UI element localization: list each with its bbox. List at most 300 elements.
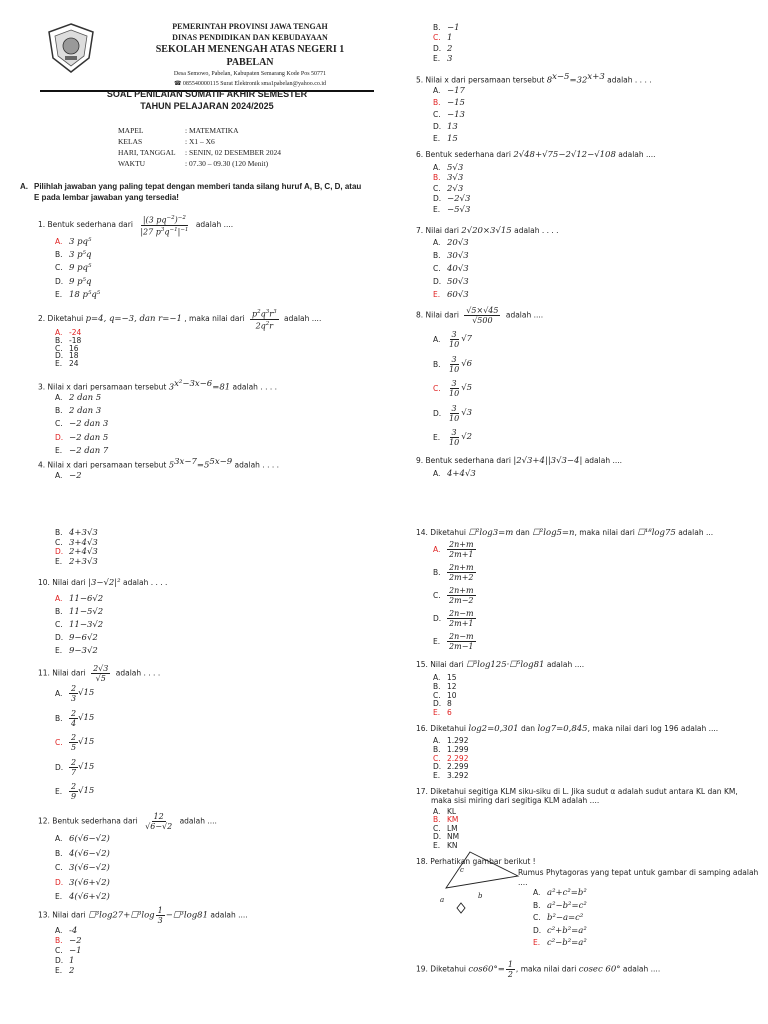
option-fraction <box>447 404 461 423</box>
q1-option-c[interactable] <box>55 263 91 273</box>
q5-option-c[interactable] <box>433 110 465 120</box>
info-kelas-label: KELAS <box>118 137 143 146</box>
option-letter: E. <box>55 289 63 299</box>
q10-option-d[interactable] <box>55 633 98 643</box>
fraction-numerator: 3 <box>451 379 457 388</box>
fraction-numerator: 2 <box>71 782 77 791</box>
q6-text: 6. Bentuk sederhana dari <box>416 150 511 159</box>
question-15 <box>416 660 584 670</box>
option-text: 3 p⁵q <box>69 250 92 261</box>
option-text: KL <box>447 807 457 816</box>
question-6 <box>416 150 656 160</box>
option-letter: E. <box>55 556 63 566</box>
option-text: −2 dan 3 <box>69 419 109 430</box>
q1-fraction: $\frac{|(3 pq^{-2})^{-2}}{|27 p^3q^{-1}|^{-1}}$ <box>140 215 189 237</box>
question-1 <box>38 214 233 236</box>
q18-option-d[interactable] <box>533 926 587 936</box>
option-text: -24 <box>69 328 82 337</box>
option-text: 1 <box>69 956 75 966</box>
q15-option-b[interactable] <box>433 682 457 691</box>
q4-option-a[interactable] <box>55 471 82 481</box>
question-17-line2: maka sisi miring dari segitiga KLM adalah .... <box>431 796 600 805</box>
option-letter: A. <box>433 238 441 247</box>
q8-option-b[interactable] <box>433 355 472 374</box>
q9-option-a[interactable] <box>433 469 476 479</box>
option-text: 12 <box>447 681 457 691</box>
q3-exp: x²−3x−6 <box>174 379 213 389</box>
option-letter: B. <box>433 98 441 107</box>
q7-option-b[interactable] <box>433 251 469 261</box>
fraction-numerator: 3 <box>451 403 457 413</box>
q14-option-a[interactable] <box>433 540 476 559</box>
q12-option-e[interactable] <box>55 892 110 902</box>
option-letter: B. <box>533 900 541 910</box>
q18-option-e[interactable] <box>533 938 587 948</box>
q2-given: p=4, q=−3, dan r=−1 <box>85 314 182 325</box>
option-letter: D. <box>433 122 442 131</box>
option-text: 9−6√2 <box>69 633 98 644</box>
fraction-denominator: 2m−1 <box>449 642 474 651</box>
q14-mid: , maka nilai dari <box>574 528 635 537</box>
option-text: 4(√6+√2) <box>69 892 110 902</box>
option-radical: √15 <box>78 786 95 796</box>
question-17-line1: 17. Diketahui segitiga KLM siku-siku di L. Jika sudut α adalah sudut antara KL dan KM, <box>416 787 738 796</box>
option-fraction <box>447 330 461 349</box>
q13-expr2: −☐³log81 <box>165 910 208 921</box>
option-radical: √6 <box>461 358 473 369</box>
q6-option-a[interactable] <box>433 163 463 173</box>
option-letter: B. <box>55 250 63 260</box>
option-text: 3√3 <box>447 173 464 184</box>
option-letter: A. <box>433 736 441 745</box>
q14-option-e[interactable] <box>433 632 476 651</box>
option-text: 2.299 <box>447 762 469 772</box>
option-letter: E. <box>433 204 441 214</box>
option-letter: A. <box>433 673 441 682</box>
option-letter: C. <box>55 537 63 547</box>
exam-title: SOAL PENILAIAN SUMATIF AKHIR SEMESTER <box>106 89 308 99</box>
question-10 <box>38 578 167 588</box>
q9-text: 9. Bentuk sederhana dari <box>416 456 511 465</box>
option-radical: √15 <box>78 737 95 747</box>
header-contact: ☎ 085540000115 Surat Elektronik sma1pabelan@yahoo.co.id <box>173 81 327 87</box>
question-18-prompt-tail: .... <box>518 878 528 887</box>
q16-option-c[interactable] <box>433 754 468 763</box>
fraction-denominator: 2m−2 <box>449 596 474 605</box>
q8-text: 8. Nilai dari <box>416 310 459 320</box>
q12-option-d[interactable] <box>55 878 110 888</box>
q13-tail: adalah .... <box>210 910 248 920</box>
triangle-label-b: b <box>478 892 483 900</box>
option-letter: D. <box>55 762 64 772</box>
q6-option-d[interactable] <box>433 194 470 204</box>
q15-option-e[interactable] <box>433 708 452 717</box>
option-text: 6(√6−√2) <box>69 834 110 844</box>
option-letter: E. <box>533 938 541 947</box>
option-letter: C. <box>533 913 541 922</box>
option-letter: A. <box>55 237 63 246</box>
fraction-numerator: 2 <box>71 757 77 767</box>
option-letter: B. <box>433 359 441 369</box>
option-text: −2 <box>69 936 82 946</box>
option-fraction <box>447 609 476 628</box>
q6-option-e[interactable] <box>433 205 470 215</box>
option-text: 2 dan 5 <box>69 393 102 403</box>
q5-option-a[interactable] <box>433 86 465 96</box>
q4-option-a-text: −2 <box>69 471 82 481</box>
q9rest-option-b[interactable] <box>55 528 98 538</box>
option-text: 4(√6−√2) <box>69 848 110 859</box>
q4rest-option-e[interactable] <box>433 54 452 64</box>
option-text: 8 <box>447 699 452 709</box>
option-letter: A. <box>55 834 63 843</box>
option-fraction <box>69 733 78 752</box>
option-text: 2+4√3 <box>69 547 98 558</box>
fraction-denominator: 10 <box>449 364 460 374</box>
q5-rhs: =32 <box>569 75 588 86</box>
q3-option-d[interactable] <box>55 433 108 443</box>
option-text: 2 dan 3 <box>69 406 102 417</box>
q9rest-option-c[interactable] <box>55 538 98 548</box>
option-letter: D. <box>433 194 442 204</box>
q18-option-a[interactable] <box>533 888 587 898</box>
q14-option-c[interactable] <box>433 586 476 605</box>
question-4 <box>38 458 279 471</box>
q11-tail: adalah . . . . <box>115 668 161 678</box>
q13-text: 13. Nilai dari <box>38 910 86 920</box>
q8-tail: adalah .... <box>505 310 544 320</box>
q9rest-option-e[interactable] <box>55 557 98 567</box>
question-9 <box>416 456 622 466</box>
option-fraction <box>447 586 476 605</box>
q13-option-b[interactable] <box>55 936 82 946</box>
q3-option-c[interactable] <box>55 419 108 429</box>
q16-option-b[interactable] <box>433 745 468 754</box>
option-letter: D. <box>55 276 64 286</box>
option-letter: A. <box>55 594 63 603</box>
option-letter: B. <box>55 335 63 345</box>
option-text: 3(√6+√2) <box>69 877 110 888</box>
option-letter: D. <box>55 956 64 965</box>
option-letter: D. <box>433 43 442 53</box>
q11-option-d[interactable] <box>55 758 94 777</box>
option-letter: B. <box>433 251 441 261</box>
q13-fraction: $\frac{1}{3}$ <box>157 906 163 925</box>
triangle-label-a: a <box>440 896 445 904</box>
q19-text: 19. Diketahui <box>416 964 466 974</box>
option-text: 2+3√3 <box>69 556 98 567</box>
q16-text: 16. Diketahui <box>416 724 466 733</box>
option-letter: B. <box>55 406 63 416</box>
option-fraction <box>447 563 476 582</box>
q13-option-a[interactable] <box>55 926 77 936</box>
question-16 <box>416 724 718 734</box>
q10-option-a[interactable] <box>55 594 103 604</box>
fraction-denominator: 2m+1 <box>449 619 474 628</box>
q16-option-a[interactable] <box>433 736 468 745</box>
q7-tail: adalah . . . . <box>514 226 559 235</box>
option-fraction <box>69 782 78 801</box>
option-text: 18 p⁵q⁵ <box>69 289 101 300</box>
q5-exp2: x+3 <box>587 72 605 82</box>
q15-tail: adalah .... <box>546 660 585 669</box>
info-date-value: : SENIN, 02 DESEMBER 2024 <box>185 148 282 157</box>
option-letter: C. <box>55 343 63 353</box>
option-text: −2 dan 7 <box>69 445 109 456</box>
option-letter: A. <box>55 328 63 337</box>
option-letter: B. <box>433 681 441 691</box>
q1-option-b[interactable] <box>55 250 91 260</box>
q9-expr: |2√3+4||3√3−4| <box>513 456 583 466</box>
option-letter: C. <box>55 738 63 747</box>
option-letter: C. <box>55 863 63 872</box>
q15-option-d[interactable] <box>433 699 452 708</box>
q18-option-c[interactable] <box>533 913 583 923</box>
option-letter: C. <box>433 33 441 43</box>
option-radical: √7 <box>461 334 473 344</box>
option-letter: A. <box>433 163 441 172</box>
q11-option-e[interactable] <box>55 782 94 801</box>
q15-option-a[interactable] <box>433 673 457 682</box>
option-text: 9 p⁵q <box>69 276 92 287</box>
q1-option-d[interactable] <box>55 277 91 287</box>
option-text: 18 <box>69 351 79 361</box>
q4rest-option-c[interactable] <box>433 33 452 43</box>
q18-option-b[interactable] <box>533 901 587 911</box>
option-text: 9−3√2 <box>69 646 98 657</box>
option-text: b²−a=c² <box>547 913 584 923</box>
option-text: 1 <box>447 33 453 44</box>
option-letter: A. <box>433 807 441 816</box>
q11-option-b[interactable] <box>55 709 94 728</box>
option-text: LM <box>447 823 458 833</box>
q14-text: 14. Diketahui <box>416 528 466 537</box>
option-letter: B. <box>55 528 63 537</box>
option-radical: √3 <box>461 407 473 418</box>
option-letter: C. <box>433 591 441 600</box>
option-fraction <box>69 684 78 703</box>
option-letter: D. <box>55 633 64 643</box>
option-text: 60√3 <box>447 290 469 301</box>
q8-option-d[interactable] <box>433 404 472 423</box>
q11-option-c[interactable] <box>55 733 94 752</box>
q4-tail: adalah . . . . <box>234 460 279 470</box>
option-letter: E. <box>55 787 63 796</box>
option-text: 11−6√2 <box>69 594 104 604</box>
option-letter: C. <box>433 264 441 274</box>
fraction-denominator: 3 <box>71 694 77 703</box>
q5-option-e[interactable] <box>433 134 458 144</box>
fraction-denominator: 4 <box>71 718 77 728</box>
q6-option-c[interactable] <box>433 184 463 194</box>
info-kelas-value: : X1 – X6 <box>185 137 215 146</box>
q16-expr2: log7=0,845 <box>537 724 588 734</box>
option-text: −1 <box>69 946 82 956</box>
q7-option-a[interactable] <box>433 238 469 248</box>
option-letter: E. <box>55 892 63 901</box>
q14-option-d[interactable] <box>433 609 476 628</box>
option-radical: √15 <box>78 688 95 698</box>
fraction-numerator: 2 <box>71 733 77 742</box>
option-letter: D. <box>55 877 64 887</box>
q3-text: 3. Nilai x dari persamaan tersebut <box>38 382 167 392</box>
q8-option-e[interactable] <box>433 428 472 447</box>
q5-option-b[interactable] <box>433 98 465 108</box>
fraction-numerator: 2n+m <box>449 563 474 572</box>
q16-option-d[interactable] <box>433 762 468 771</box>
option-text: 3 pq⁵ <box>69 237 92 247</box>
fraction-numerator: 2n−m <box>449 632 474 641</box>
option-letter: B. <box>55 936 63 945</box>
fraction-denominator: 2m+1 <box>449 550 474 559</box>
option-letter: A. <box>55 393 63 402</box>
q7-option-e[interactable] <box>433 290 469 300</box>
q14-option-b[interactable] <box>433 563 476 582</box>
option-text: 9 pq⁵ <box>69 263 92 274</box>
q9-tail: adalah .... <box>584 456 623 465</box>
q1-text: 1. Bentuk sederhana dari <box>38 220 133 230</box>
q7-option-d[interactable] <box>433 277 469 287</box>
q5-option-d[interactable] <box>433 122 458 132</box>
q11-option-a[interactable] <box>55 684 94 703</box>
option-letter: D. <box>433 408 442 418</box>
option-text: 20√3 <box>447 238 469 248</box>
q15-option-c[interactable] <box>433 691 457 700</box>
q4rest-option-d[interactable] <box>433 44 452 54</box>
info-mapel-label: MAPEL <box>118 126 144 135</box>
q10-option-e[interactable] <box>55 646 98 656</box>
q12-option-b[interactable] <box>55 849 110 859</box>
q4-text: 4. Nilai x dari persamaan tersebut <box>38 460 167 470</box>
option-letter: D. <box>533 925 542 935</box>
option-letter: E. <box>55 646 63 656</box>
option-fraction <box>69 709 78 728</box>
option-text: 15 <box>447 673 457 682</box>
q3-option-a[interactable] <box>55 393 101 403</box>
option-letter: B. <box>433 815 441 825</box>
q10-option-b[interactable] <box>55 607 103 617</box>
option-letter: B. <box>433 173 441 183</box>
fraction-denominator: 10 <box>449 438 460 447</box>
option-radical: √15 <box>78 712 95 723</box>
q7-expr: 2√20×3√15 <box>461 226 512 236</box>
q12-option-a[interactable] <box>55 834 110 844</box>
q1-tail: adalah .... <box>195 220 234 230</box>
q16-option-e[interactable] <box>433 771 468 780</box>
option-letter: B. <box>433 23 441 32</box>
q13-option-d[interactable] <box>55 956 74 966</box>
q19-tail: adalah .... <box>622 964 661 974</box>
q8-option-a[interactable] <box>433 330 472 349</box>
option-text: a²+c²=b² <box>547 888 587 898</box>
q4-option-a-letter: A. <box>55 471 63 480</box>
instruction-letter: A. <box>20 182 28 191</box>
q2-mid: , maka nilai dari <box>184 314 245 324</box>
fraction-denominator: 10 <box>449 413 460 423</box>
fraction-numerator: 2n−m <box>449 609 474 618</box>
q2-text: 2. Diketahui <box>38 314 84 324</box>
q9rest-option-d[interactable] <box>55 547 98 557</box>
option-text: 5√3 <box>447 163 464 173</box>
option-letter: D. <box>433 762 442 772</box>
q14-tail: adalah ... <box>678 528 714 537</box>
q12-text: 12. Bentuk sederhana dari <box>38 816 138 826</box>
q2-option-e[interactable] <box>55 359 79 368</box>
option-letter: E. <box>433 433 441 442</box>
option-letter: E. <box>55 445 63 455</box>
q13-option-e[interactable] <box>55 966 74 976</box>
option-letter: E. <box>433 134 441 143</box>
option-letter: D. <box>433 699 442 709</box>
option-text: −2 dan 5 <box>69 432 109 443</box>
option-letter: E. <box>433 708 441 718</box>
q6-option-b[interactable] <box>433 173 463 183</box>
option-text: a²−b²=c² <box>547 900 587 911</box>
option-text: 2.292 <box>447 753 469 763</box>
q12-tail: adalah .... <box>179 816 217 826</box>
option-text: 1.292 <box>447 736 469 745</box>
question-2 <box>38 308 321 330</box>
triangle-figure <box>430 848 520 920</box>
fraction-denominator: 10 <box>449 340 460 349</box>
instruction-line2: E pada lembar jawaban yang tersedia! <box>34 193 179 202</box>
q3-tail: adalah . . . . <box>232 382 278 392</box>
option-text: 10 <box>447 690 457 700</box>
q19-mid: , maka nilai dari <box>515 964 577 974</box>
option-fraction <box>447 379 461 398</box>
question-19 <box>416 960 660 979</box>
q9-option-a-letter: A. <box>433 469 441 478</box>
option-text: 1.299 <box>447 744 469 754</box>
option-text: 15 <box>447 134 458 144</box>
q15-text: 15. Nilai dari <box>416 660 464 669</box>
info-time-label: WAKTU <box>118 159 146 168</box>
q3-option-e[interactable] <box>55 446 108 456</box>
q8-option-c[interactable] <box>433 379 472 398</box>
option-letter: C. <box>433 823 441 833</box>
option-text: −1 <box>447 23 460 33</box>
fraction-denominator: 9 <box>71 792 77 801</box>
q5-text: 5. Nilai x dari persamaan tersebut <box>416 75 545 85</box>
q7-option-c[interactable] <box>433 264 469 274</box>
fraction-denominator: 10 <box>449 389 460 398</box>
option-text: 50√3 <box>447 277 469 288</box>
option-fraction <box>447 632 476 651</box>
q12-option-c[interactable] <box>55 863 110 873</box>
option-letter: C. <box>433 753 441 763</box>
triangle-label-c: c <box>460 866 464 874</box>
q1-option-a[interactable] <box>55 237 91 247</box>
q3-option-b[interactable] <box>55 406 101 416</box>
option-text: 11−3√2 <box>69 620 104 631</box>
option-text: NM <box>447 832 460 842</box>
q1-option-e[interactable] <box>55 290 100 300</box>
option-letter: C. <box>433 690 441 700</box>
q13-option-c[interactable] <box>55 946 82 956</box>
q4-exp: 3x−7 <box>174 457 197 467</box>
option-letter: A. <box>533 888 541 897</box>
q4rest-option-b[interactable] <box>433 23 460 33</box>
option-text: 13 <box>447 122 458 132</box>
q6-tail: adalah .... <box>618 150 656 159</box>
option-text: 16 <box>69 343 79 353</box>
question-12 <box>38 812 217 831</box>
fraction-denominator: 5 <box>71 743 77 752</box>
option-letter: A. <box>55 689 63 698</box>
q10-option-c[interactable] <box>55 620 103 630</box>
option-text: -18 <box>69 335 82 345</box>
fraction-denominator: 2m+2 <box>449 573 474 582</box>
